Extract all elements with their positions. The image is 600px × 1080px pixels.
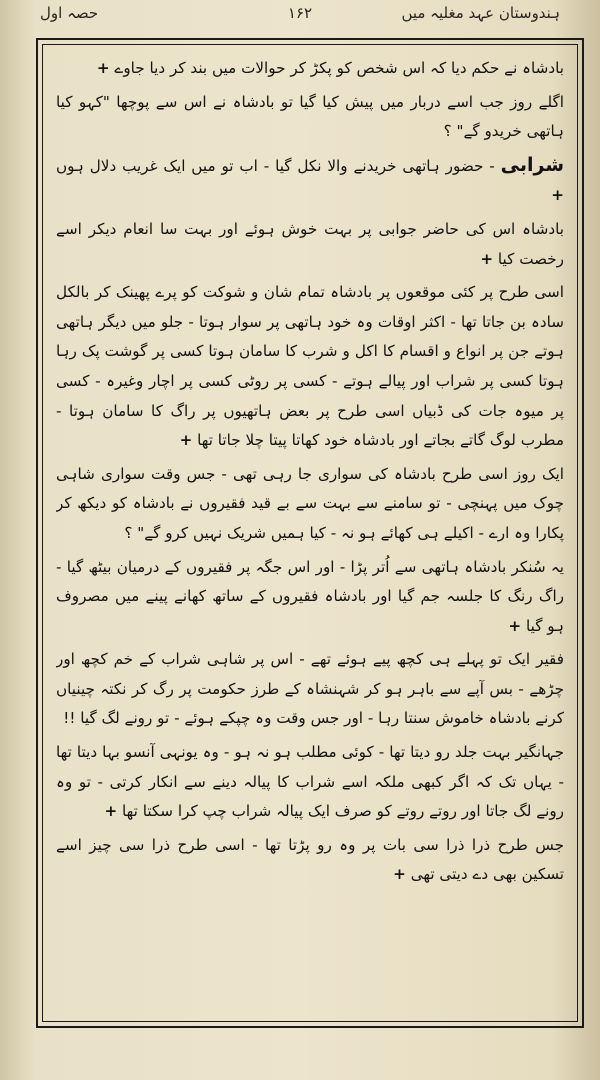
- paragraph: یہ سُنکر بادشاہ ہاتھی سے اُتر پڑا - اور اس جگہ پر فقیروں کے درمیان بیٹھ گیا - راگ رنگ کا جلسہ جم گیا اور بادشاہ فقیروں کے ساتھ کھانے پینے میں مصروف ہو گیا +: [56, 557, 564, 635]
- section-mark: +: [393, 865, 406, 884]
- book-title: ہندوستان عہد مغلیہ میں: [401, 4, 560, 22]
- part-label: حصہ اول: [40, 4, 99, 22]
- paragraph: فقیر ایک تو پہلے ہی کچھ پیے ہوئے تھے - اس پر شاہی شراب کے خم کچھ اور چڑھے - بس آپے سے باہر ہو کر شہنشاہ کے طرز حکومت پر رگ کر نکتہ چینیاں کرنے بادشاہ خاموش سنتا رہا - اور جس وقت وہ چپکے ہوئے - تو رونے لگ گیا !!: [56, 650, 564, 728]
- paragraph: جہانگیر بہت جلد رو دیتا تھا - کوئی مطلب ہو نہ ہو - وہ یونہی آنسو بہا دیتا تھا - یہاں تک کہ اگر کبھی ملکہ اسے شراب کا پیالہ دینے سے انکار کرتی - تو وہ رونے لگ جاتا اور روتے روتے کو صرف ایک پیالہ شراب چپ کرا سکتا تھا +: [56, 743, 564, 821]
- section-mark: +: [508, 616, 522, 635]
- paragraph: ایک روز اسی طرح بادشاہ کی سواری جا رہی تھی - جس وقت سواری شاہی چوک میں پہنچی - تو سامنے سے بہت سے بے قید فقیروں نے بادشاہ کو دیکھ کر پکارا وہ ارے - اکیلے ہی کھائے ہو نہ - کیا ہمیں شریک نہیں کرو گے" ؟: [56, 464, 564, 542]
- section-mark: +: [551, 186, 564, 205]
- section-mark: +: [179, 431, 193, 450]
- speaker-label: شرابی: [500, 153, 564, 176]
- body-text: [56, 54, 564, 1014]
- paragraph: بادشاہ نے حکم دیا کہ اس شخص کو پکڑ کر حوالات میں بند کر دیا جاوے +: [96, 59, 564, 77]
- section-mark: +: [480, 249, 494, 268]
- page-number: ۱۶۲: [287, 4, 313, 22]
- section-mark: +: [96, 59, 110, 77]
- running-header: [40, 4, 560, 30]
- paragraph: شرابی - حضور ہاتھی خریدنے والا نکل گیا - اب تو میں ایک غریب دلال ہوں +: [56, 153, 564, 205]
- paragraph: جس طرح ذرا ذرا سی بات پر وہ رو پڑتا تھا - اسی طرح ذرا سی چیز اسے تسکین بھی دے دیتی تھی +: [56, 835, 564, 884]
- section-mark: +: [104, 802, 118, 821]
- paragraph: اسی طرح پر کئی موقعوں پر بادشاہ تمام شان و شوکت کو پرے پھینک کر بالکل سادہ بن جاتا تھا - اکثر اوقات وہ خود ہاتھی پر سوار ہوتا - جلو میں دیگر ہاتھی ہوتے جن پر انواع و اقسام کا اکل و شرب کا سامان ہوتا کسی پر گوشت پک رہا ہوتا کسی پر شراب اور پیالے ہوتے - کسی پر روٹی کسی پر اچار وغیرہ - کسی پر میوہ جات کی ڈبیاں اسی طرح پر بعض ہاتھیوں پر راگ کا سامان ہوتا - مطرب لوگ گاتے بجاتے اور بادشاہ خود کھاتا پیتا چلا جاتا تھا +: [56, 283, 564, 450]
- paragraph: بادشاہ اس کی حاضر جوابی پر بہت خوش ہوئے اور بہت سا انعام دیکر اسے رخصت کیا +: [56, 219, 564, 268]
- paragraph: اگلے روز جب اسے دربار میں پیش کیا گیا تو بادشاہ نے اس سے پوچھا "کہو کیا ہاتھی خریدو گے" ؟: [56, 92, 564, 141]
